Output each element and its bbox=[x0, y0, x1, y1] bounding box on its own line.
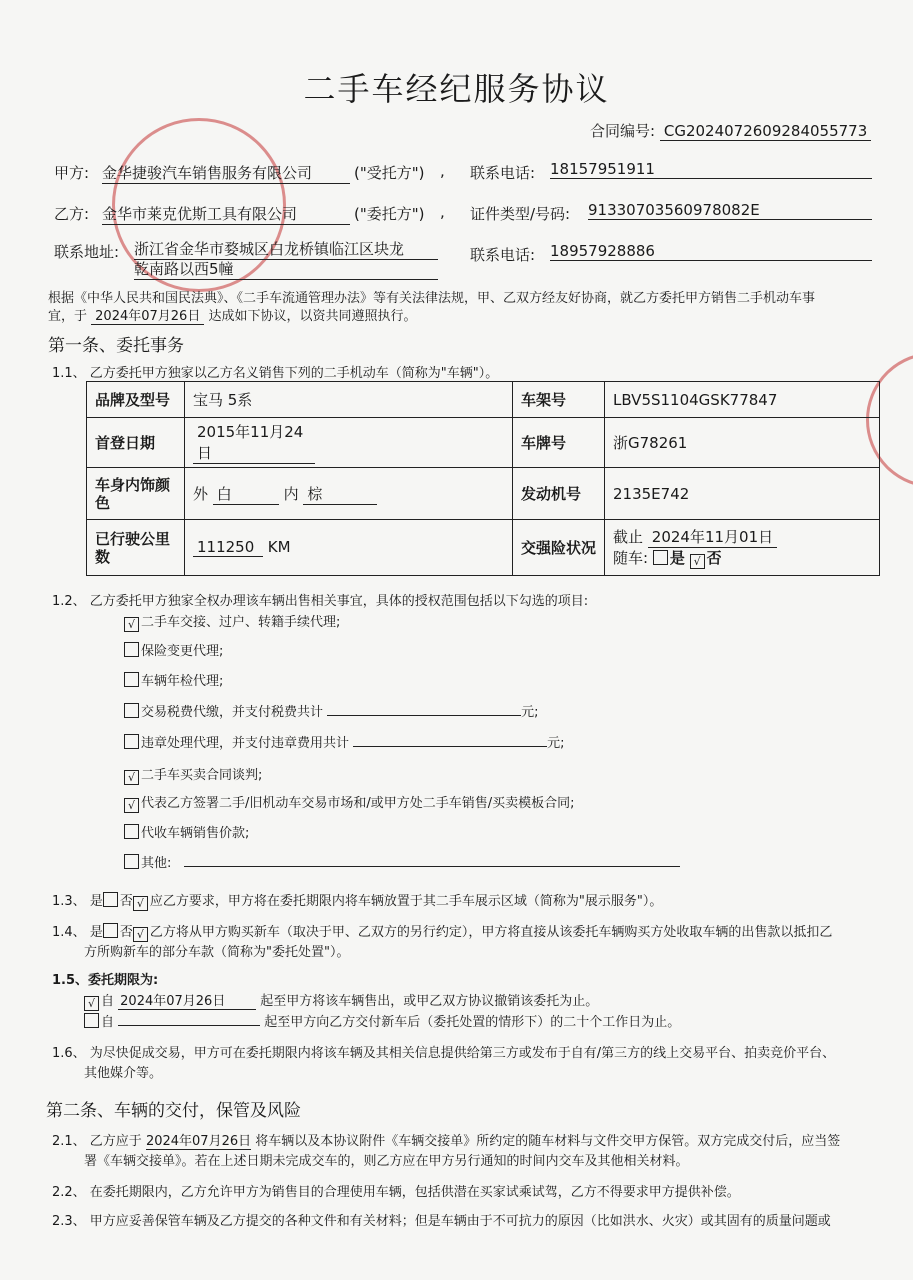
clause-1-4-yes-checkbox[interactable] bbox=[103, 923, 118, 938]
clause-1-6-line-2: 其他媒介等。 bbox=[84, 1066, 163, 1081]
scope-checkbox[interactable] bbox=[124, 672, 139, 687]
clause-1-4-no-checkbox[interactable]: √ bbox=[133, 927, 148, 942]
party-b-label: 乙方: bbox=[54, 205, 90, 223]
contract-number: 合同编号: CG2024072609284055773 bbox=[590, 120, 871, 141]
clause-2-3: 2.3、 甲方应妥善保管车辆及乙方提交的各种文件和有关材料；但是车辆由于不可抗力的原因（比如洪水、火灾）或其固有的质量问题或 bbox=[52, 1214, 831, 1229]
party-b-phone: 18957928886 bbox=[550, 242, 872, 261]
handover-date: 2024年07月26日 bbox=[146, 1130, 251, 1150]
engine-value: 2135E742 bbox=[605, 468, 880, 520]
term-start-date: 2024年07月26日 bbox=[118, 990, 256, 1010]
scope-checkbox[interactable] bbox=[124, 854, 139, 869]
scope-item: 车辆年检代理; bbox=[124, 670, 223, 689]
color-label: 车身内饰颜色 bbox=[87, 468, 185, 520]
engine-label: 发动机号 bbox=[513, 468, 605, 520]
clause-1-1: 1.1、 乙方委托甲方独家以乙方名义销售下列的二手机动车（简称为"车辆"）。 bbox=[52, 366, 499, 381]
table-row bbox=[87, 418, 880, 468]
party-a-phone: 18157951911 bbox=[550, 160, 872, 179]
scope-checkbox[interactable] bbox=[124, 824, 139, 839]
mileage-value: 111250 bbox=[193, 538, 263, 557]
insurance-cell: 截止 2024年11月01日 随车: 是 √ 否 bbox=[605, 520, 880, 576]
scope-item: 违章处理代理，并支付违章费用共计 元; bbox=[124, 732, 565, 751]
clause-2-1-line-2: 署《车辆交接单》。若在上述日期未完成交车的，则乙方应在甲方另行通知的时间内交车及其他相关材料。 bbox=[84, 1154, 689, 1169]
party-b-phone-label: 联系电话: bbox=[470, 246, 536, 264]
party-a-name: 金华捷骏汽车销售服务有限公司 bbox=[102, 162, 350, 184]
violation-amount-field[interactable] bbox=[353, 732, 547, 747]
mileage-cell: 111250 KM bbox=[185, 520, 513, 576]
intro-line-1: 根据《中华人民共和国民法典》、《二手车流通管理办法》等有关法律法规，甲、乙双方经友好协商，就乙方委托甲方销售二手机动车事 bbox=[48, 291, 816, 306]
clause-1-3-yes-checkbox[interactable] bbox=[103, 892, 118, 907]
scope-item: √ 代表乙方签署二手/旧机动车交易市场和/或甲方处二手车销售/买卖模板合同; bbox=[124, 792, 575, 813]
scope-checkbox[interactable]: √ bbox=[124, 617, 139, 632]
intro-date: 2024年07月26日 bbox=[91, 305, 204, 325]
reg-date-cell bbox=[185, 418, 513, 468]
exterior-color: 白 bbox=[213, 483, 279, 505]
clause-1-4-line-2: 方所购新车的部分车款（简称为"委托处置"）。 bbox=[84, 945, 350, 960]
scope-item: 其他: bbox=[124, 852, 680, 871]
document-title: 二手车经纪服务协议 bbox=[303, 70, 610, 108]
table-row bbox=[87, 382, 880, 418]
term-option-2-checkbox[interactable] bbox=[84, 1013, 99, 1028]
party-a-label: 甲方: bbox=[54, 164, 90, 182]
clause-1-6: 1.6、 为尽快促成交易，甲方可在委托期限内将该车辆及其相关信息提供给第三方或发布于自有/第三方的线上交易平台、拍卖竞价平台、 bbox=[52, 1046, 836, 1061]
party-b-name: 金华市莱克优斯工具有限公司 bbox=[102, 203, 350, 225]
address-line-1: 浙江省金华市婺城区白龙桥镇临江区块龙 bbox=[134, 238, 438, 260]
insurance-date: 2024年11月01日 bbox=[648, 527, 777, 548]
party-a-phone-label: 联系电话: bbox=[470, 164, 536, 182]
party-b-id-label: 证件类型/号码: bbox=[470, 205, 571, 223]
party-b-id-number: 91330703560978082E bbox=[588, 201, 872, 220]
clause-1-2: 1.2、 乙方委托甲方独家全权办理该车辆出售相关事宜，具体的授权范围包括以下勾选的项目: bbox=[52, 594, 589, 609]
intro-line-2: 宜，于 2024年07月26日 达成如下协议，以资共同遵照执行。 bbox=[48, 305, 416, 325]
address-label: 联系地址: bbox=[54, 243, 120, 261]
clause-1-3: 1.3、 是 否 √ 应乙方要求，甲方将在委托期限内将车辆放置于其二手车展示区域（简称为"展示服务"）。 bbox=[52, 894, 663, 910]
other-field[interactable] bbox=[184, 852, 680, 867]
interior-color: 棕 bbox=[303, 483, 377, 505]
vin-label: 车架号 bbox=[513, 382, 605, 418]
clause-2-2: 2.2、 在委托期限内，乙方允许甲方为销售目的合理使用车辆，包括供潜在买家试乘试驾，乙方不得要求甲方提供补偿。 bbox=[52, 1185, 740, 1200]
scope-item: 保险变更代理; bbox=[124, 640, 223, 659]
term-option-2: 自 起至甲方向乙方交付新车后（委托处置的情形下）的二十个工作日为止。 bbox=[84, 1011, 680, 1030]
tax-amount-field[interactable] bbox=[327, 701, 521, 716]
insurance-label: 交强险状况 bbox=[513, 520, 605, 576]
section-2-heading: 第二条、车辆的交付，保管及风险 bbox=[46, 1101, 301, 1121]
scope-checkbox[interactable] bbox=[124, 734, 139, 749]
address-line-2: 乾南路以西5幢 bbox=[134, 258, 438, 280]
scope-checkbox[interactable] bbox=[124, 642, 139, 657]
vehicle-info-table bbox=[86, 381, 880, 576]
scope-checkbox[interactable]: √ bbox=[124, 770, 139, 785]
table-row bbox=[87, 468, 880, 520]
scope-item: √ 二手车买卖合同谈判; bbox=[124, 764, 262, 785]
party-a-role: ("受托方") bbox=[354, 164, 425, 182]
reg-date-value: 2015年11月24日 bbox=[193, 421, 315, 464]
term-option-1-checkbox[interactable]: √ bbox=[84, 996, 99, 1011]
scope-item: 交易税费代缴，并支付税费共计 元; bbox=[124, 701, 539, 720]
with-car-yes-checkbox[interactable] bbox=[653, 550, 668, 565]
clause-1-5-heading: 1.5、委托期限为: bbox=[52, 973, 159, 988]
scope-item: 代收车辆销售价款; bbox=[124, 822, 249, 841]
scope-checkbox[interactable]: √ bbox=[124, 798, 139, 813]
scope-checkbox[interactable] bbox=[124, 703, 139, 718]
contract-number-value: CG2024072609284055773 bbox=[660, 122, 871, 141]
brand-value: 宝马 5系 bbox=[185, 382, 513, 418]
color-cell: 外 白 内 棕 bbox=[185, 468, 513, 520]
reg-date-label: 首登日期 bbox=[87, 418, 185, 468]
party-b-role: ("委托方") bbox=[354, 205, 425, 223]
plate-label: 车牌号 bbox=[513, 418, 605, 468]
plate-value: 浙G78261 bbox=[605, 418, 880, 468]
term-option-1: √ 自 2024年07月26日 起至甲方将该车辆售出，或甲乙双方协议撤销该委托为止。 bbox=[84, 990, 598, 1011]
mileage-label: 已行驶公里数 bbox=[87, 520, 185, 576]
table-row bbox=[87, 520, 880, 576]
vin-value: LBV5S1104GSK77847 bbox=[605, 382, 880, 418]
section-1-heading: 第一条、委托事务 bbox=[48, 336, 184, 356]
brand-label: 品牌及型号 bbox=[87, 382, 185, 418]
scope-item: √ 二手车交接、过户、转籍手续代理; bbox=[124, 611, 340, 632]
clause-1-3-no-checkbox[interactable]: √ bbox=[133, 896, 148, 911]
clause-2-1: 2.1、 乙方应于 2024年07月26日 将车辆以及本协议附件《车辆交接单》所约定的随车材料与文件交甲方保管。双方完成交付后，应当签 bbox=[52, 1130, 840, 1150]
clause-1-4: 1.4、 是 否 √ 乙方将从甲方购买新车（取决于甲、乙双方的另行约定），甲方将直接从该委托车辆购买方处收取车辆的出售款以抵扣乙 bbox=[52, 925, 833, 941]
term-option-2-date[interactable] bbox=[118, 1011, 260, 1026]
with-car-no-checkbox[interactable]: √ bbox=[690, 554, 705, 569]
